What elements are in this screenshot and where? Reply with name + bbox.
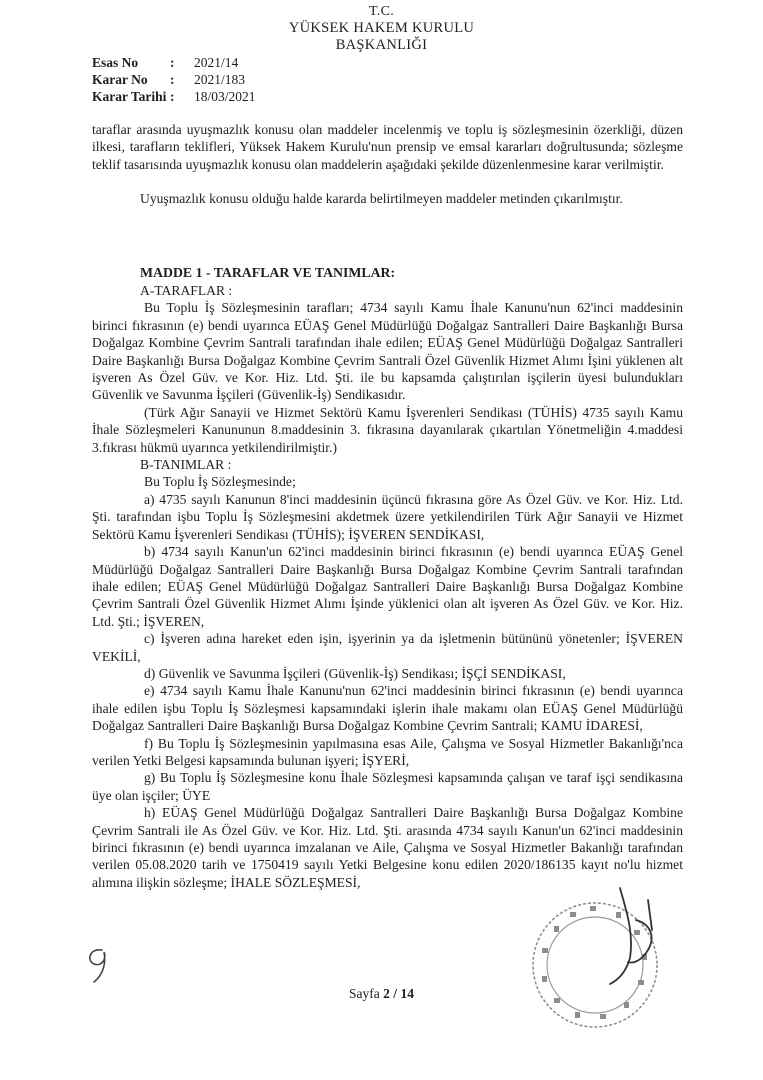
- meta-value: 2021/14: [194, 55, 239, 70]
- definition-item: b) 4734 sayılı Kanun'un 62'inci maddesinin birinci fıkrasının (e) bendi uyarınca EÜAŞ Genel Müdürlüğü Doğalgaz Santralleri Daire Başkanlığı Bursa Doğalgaz Kombine Çevrim Santrali tarafından ihale edilen; EÜAŞ Genel Müdürlüğü Doğalgaz Santralleri Daire Başkanlığı Bursa Doğalgaz Kombine Çevrim Santrali Özel Güvenlik Hizmet Alımı İşinde yüklenici olan alt işveren As Özel Güv. ve Kor. Hiz. Ltd. Şti.; İŞVEREN,: [92, 544, 683, 629]
- meta-value: 2021/183: [194, 72, 246, 87]
- article-title: MADDE 1 - TARAFLAR VE TANIMLAR:: [140, 265, 396, 280]
- article-body: [92, 282, 683, 891]
- footer-total: 14: [400, 986, 414, 1001]
- definition-item: g) Bu Toplu İş Sözleşmesine konu İhale Sözleşmesi kapsamında çalışan ve taraf işçi sendikasına üye olan işçiler; ÜYE: [92, 770, 683, 803]
- intro-paragraph-1: taraflar arasında uyuşmazlık konusu olan maddeler incelenmiş ve toplu iş sözleşmesinin özerkliği, düzen ilkesi, tarafların teklifleri, Yüksek Hakem Kurulu'nun prensip ve emsal kararları doğrultusunda; sözleşme teklif tasarısında uyuşmazlık konusu olan maddelerin aşağıdaki şekilde düzenlenmesine karar verilmiştir.: [92, 122, 683, 172]
- header-tc: T.C.: [368, 4, 395, 19]
- meta-sep: :: [170, 72, 175, 87]
- section-a-paragraph-1: Bu Toplu İş Sözleşmesinin tarafları; 4734 sayılı Kamu İhale Kanunu'nun 62'inci maddesinin birinci fıkrasının (e) bendi uyarınca EÜAŞ Genel Müdürlüğü Doğalgaz Santralleri Daire Başkanlığı Bursa Doğalgaz Kombine Çevrim Santrali tarafından ihale edilen; EÜAŞ Genel Müdürlüğü Doğalgaz Santralleri Daire Başkanlığı Bursa Doğalgaz Kombine Çevrim Santrali Özel Güvenlik Hizmet Alımı İşini yüklenen alt işveren As Özel Güv. ve Kor. Hiz. Ltd. Şti. ile bu kapsamda çalıştırılan işçilerin üyesi bulundukları Güvenlik ve Savunma İşçileri (Güvenlik-İş) Sendikasıdır.: [92, 300, 683, 403]
- meta-sep: :: [170, 55, 175, 70]
- definition-item: c) İşveren adına hareket eden işin, işyerinin ya da işletmenin bütününü yönetenler; İŞVEREN VEKİLİ,: [92, 631, 683, 664]
- section-a-heading: A-TARAFLAR :: [140, 283, 233, 298]
- meta-key: Esas No: [92, 55, 139, 70]
- meta-row-esas: [92, 54, 256, 71]
- section-b-heading: B-TANIMLAR :: [140, 457, 232, 473]
- definition-item: f) Bu Toplu İş Sözleşmesinin yapılmasına esas Aile, Çalışma ve Sosyal Hizmetler Bakanlığı'nca verilen Yetki Belgesi kapsamında bulunan işyeri; İŞYERİ,: [92, 735, 683, 768]
- header-dept: BAŞKANLIĞI: [335, 37, 428, 53]
- definition-item: h) EÜAŞ Genel Müdürlüğü Doğalgaz Santralleri Daire Başkanlığı Bursa Doğalgaz Kombine Çevrim Santrali ile As Özel Güv. ve Kor. Hiz. Ltd. Şti. arasında 4734 sayılı Kanun'un 62'inci maddesinin birinci fıkrasının (e) bendi uyarınca imzalanan ve Aile, Çalışma ve Sosyal Hizmetler Bakanlığı tarafından verilen 05.08.2020 tarih ve 1750419 sayılı Yetki Belgesine konu edilen 2020/186135 kayıt no'lu hizmet alımına ilişkin sözleşme; İHALE SÖZLEŞMESİ,: [92, 805, 683, 890]
- definition-item: d) Güvenlik ve Savunma İşçileri (Güvenlik-İş) Sendikası; İŞÇİ SENDİKASI,: [144, 665, 566, 681]
- meta-key: Karar No: [92, 72, 148, 87]
- section-b-intro: Bu Toplu İş Sözleşmesinde;: [144, 474, 296, 490]
- footer-sep: /: [393, 986, 398, 1001]
- intro-paragraph-2: Uyuşmazlık konusu olduğu halde kararda belirtilmeyen maddeler metinden çıkarılmıştır.: [140, 191, 623, 207]
- meta-value: 18/03/2021: [194, 89, 256, 104]
- header-org: YÜKSEK HAKEM KURULU: [288, 20, 475, 36]
- case-meta: [92, 54, 256, 105]
- handwritten-note-9: [80, 944, 120, 986]
- meta-row-karar: [92, 71, 256, 88]
- meta-key: Karar Tarihi: [92, 89, 167, 104]
- footer-page: 2: [383, 986, 390, 1001]
- section-a-paragraph-2: (Türk Ağır Sanayii ve Hizmet Sektörü Kamu İşverenleri Sendikası (TÜHİS) 4735 sayılı Kamu İhale Sözleşmeleri Kanununun 8.maddesinin 3. fıkrasına dayanılarak çıkartılan Yönetmeliğin 4.maddesi 3.fıkrası hükmü uyarınca yetkilendirilmiştir.): [92, 404, 683, 455]
- definition-item: e) 4734 sayılı Kamu İhale Kanunu'nun 62'inci maddesinin birinci fıkrasının (e) bendi uyarınca ihale edilen işbu Toplu İş Sözleşmesi kapsamındaki işlerin ihale makamı olan EÜAŞ Genel Müdürlüğü Doğalgaz Santralleri Daire Başkanlığı Bursa Doğalgaz Kombine Çevrim Santrali; KAMU İDARESİ,: [92, 683, 683, 734]
- definition-item: a) 4735 sayılı Kanunun 8'inci maddesinin üçüncü fıkrasına göre As Özel Güv. ve Kor. Hiz. Ltd. Şti. tarafından işbu Toplu İş Sözleşmesini akdetmek üzere yetkilendirilen Türk Ağır Sanayii ve Hizmet Sektörü Kamu İşverenleri Sendikası (TÜHİS); İŞVEREN SENDİKASI,: [92, 491, 683, 542]
- meta-sep: :: [170, 89, 175, 104]
- intro-section: [92, 121, 683, 208]
- meta-row-tarih: [92, 88, 256, 105]
- footer-label: Sayfa: [349, 986, 380, 1001]
- signature: [590, 880, 670, 990]
- page-footer: [0, 986, 763, 1002]
